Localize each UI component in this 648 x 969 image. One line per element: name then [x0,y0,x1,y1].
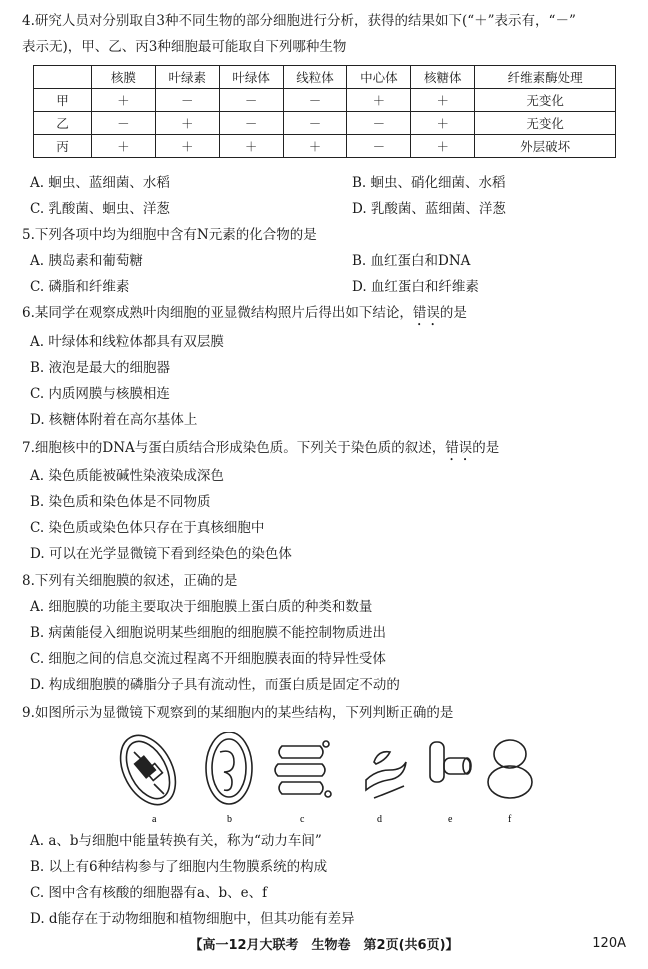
organelle-figure [112,732,537,824]
table-cell: － [347,112,411,135]
q5-option-c: C. 磷脂和纤维素 [30,279,130,295]
table-cell: ＋ [411,112,475,135]
q5-option-d: D. 血红蛋白和纤维素 [352,279,479,295]
table-cell: － [283,89,347,112]
table-cell: ＋ [155,135,219,158]
table-row-yi [34,112,616,135]
table-cell: － [219,112,283,135]
table-header-cell [34,66,92,89]
table-header-cell: 线粒体 [283,66,347,89]
q7-option-c: C. 染色质或染色体只存在于真核细胞中 [30,520,265,536]
table-header-cell: 中心体 [347,66,411,89]
table-cell: ＋ [411,89,475,112]
table-header-cell: 核膜 [91,66,155,89]
cell-analysis-table [33,65,616,158]
table-cell: 甲 [34,89,92,112]
q4-option-b: B. 蛔虫、硝化细菌、水稻 [352,175,506,191]
q9-option-b: B. 以上有6种结构参与了细胞内生物膜系统的构成 [30,859,328,875]
q9-option-c: C. 图中含有核酸的细胞器有a、b、e、f [30,885,268,901]
table-cell: ＋ [155,112,219,135]
table-cell: ＋ [411,135,475,158]
q5-option-a: A. 胰岛素和葡萄糖 [30,253,143,269]
q8-option-b: B. 病菌能侵入细胞说明某些细胞的细胞膜不能控制物质进出 [30,625,387,641]
figure-label-f: f [508,814,512,824]
q7-stem-text: 7.细胞核中的DNA与蛋白质结合形成染色质。下列关于染色质的叙述， [22,440,446,456]
table-cell: － [283,112,347,135]
q7-option-d: D. 可以在光学显微镜下看到经染色的染色体 [30,546,292,562]
table-cell: ＋ [283,135,347,158]
figure-label-a: a [152,814,157,824]
organelle-f-ribosome [488,740,532,798]
q4-stem-line1: 4.研究人员对分别取自3种不同生物的部分细胞进行分析，获得的结果如下(“＋”表示有，“－” [22,13,576,29]
table-cell: － [219,89,283,112]
q6-stem-end: 的是 [439,305,467,321]
q7-stem [22,435,628,464]
q6-option-d: D. 核糖体附着在高尔基体上 [30,412,198,428]
table-cell: － [155,89,219,112]
table-cell: － [91,112,155,135]
table-header-cell: 叶绿体 [219,66,283,89]
figure-label-b: b [227,814,232,824]
q6-option-b: B. 液泡是最大的细胞器 [30,360,171,376]
table-header-cell: 纤维素酶处理 [475,66,616,89]
table-header-cell: 叶绿素 [155,66,219,89]
q8-stem: 8.下列有关细胞膜的叙述，正确的是 [22,573,238,589]
q6-emphasis: 错误 [412,305,440,321]
q4-option-a: A. 蛔虫、蓝细菌、水稻 [30,175,170,191]
q9-option-a: A. a、b与细胞中能量转换有关，称为“动力车间” [30,833,322,849]
table-cell: － [347,135,411,158]
q4-option-c: C. 乳酸菌、蛔虫、洋葱 [30,201,170,217]
q9-option-d: D. d能存在于动物细胞和植物细胞中，但其功能有差异 [30,911,355,927]
q8-option-c: C. 细胞之间的信息交流过程离不开细胞膜表面的特异性受体 [30,651,386,667]
q7-option-a: A. 染色质能被碱性染液染成深色 [30,468,224,484]
q4-stem-line2: 表示无)，甲、乙、丙3种细胞最可能取自下列哪种生物 [22,39,347,55]
table-cell: ＋ [91,89,155,112]
q7-stem-end: 的是 [472,440,500,456]
page-footer: 【高一12月大联考 生物卷 第2页(共6页)】 [189,938,459,953]
table-header-cell: 核糖体 [411,66,475,89]
table-row-bing [34,135,616,158]
organelle-c-golgi [275,741,331,797]
q6-option-c: C. 内质网膜与核膜相连 [30,386,170,402]
q8-option-d: D. 构成细胞膜的磷脂分子具有流动性，而蛋白质是固定不动的 [30,677,400,693]
table-row-jia [34,89,616,112]
q7-option-b: B. 染色质和染色体是不同物质 [30,494,211,510]
q9-stem: 9.如图所示为显微镜下观察到的某细胞内的某些结构，下列判断正确的是 [22,705,454,721]
q4-option-d: D. 乳酸菌、蓝细菌、洋葱 [352,201,506,217]
table-cell: ＋ [91,135,155,158]
q6-stem-text: 6.某同学在观察成熟叶肉细胞的亚显微结构照片后得出如下结论， [22,305,413,321]
paper-code: 120A [592,936,626,951]
q6-stem [22,300,628,329]
organelle-a-chloroplast [112,732,187,814]
table-cell: ＋ [219,135,283,158]
table-cell: 无变化 [475,89,616,112]
table-cell: 无变化 [475,112,616,135]
q7-emphasis: 错误 [445,440,473,456]
q5-stem: 5.下列各项中均为细胞中含有N元素的化合物的是 [22,227,317,243]
q6-option-a: A. 叶绿体和线粒体都具有双层膜 [30,334,224,350]
organelle-b-mitochondrion [206,732,252,804]
table-cell: 乙 [34,112,92,135]
q8-option-a: A. 细胞膜的功能主要取决于细胞膜上蛋白质的种类和数量 [30,599,373,615]
figure-label-c: c [300,814,305,824]
organelle-d-er [366,752,406,798]
figure-label-d: d [377,814,382,824]
table-cell: ＋ [347,89,411,112]
table-cell: 外层破坏 [475,135,616,158]
organelle-e-centriole [430,742,471,782]
q5-option-b: B. 血红蛋白和DNA [352,253,471,269]
figure-label-e: e [448,814,453,824]
table-cell: 丙 [34,135,92,158]
table-header-row [34,66,616,89]
